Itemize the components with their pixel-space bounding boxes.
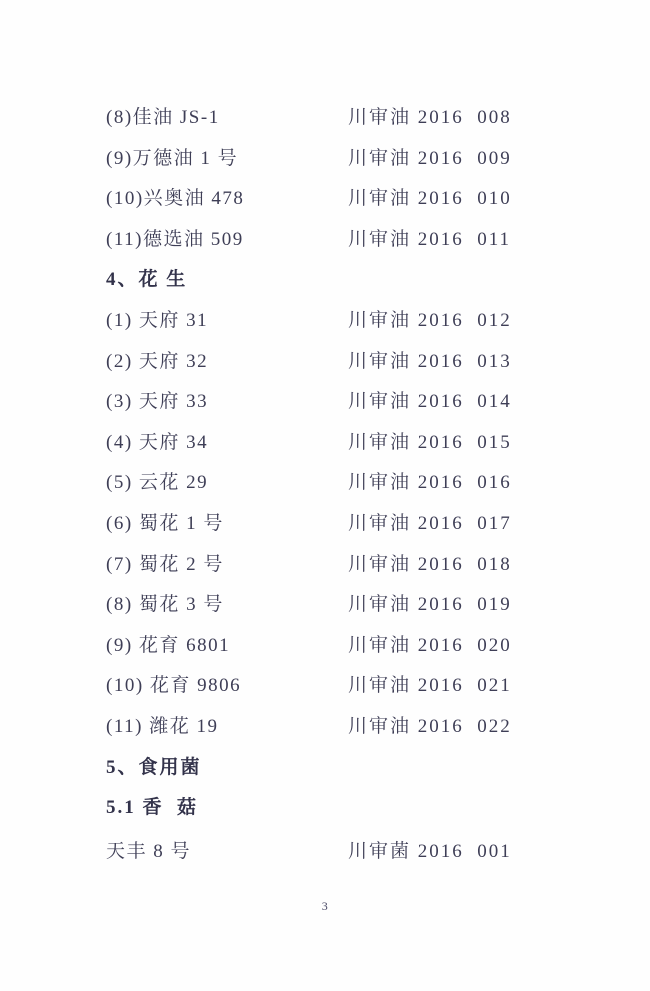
certification-code: 川审油 2016 010 — [348, 188, 512, 210]
list-item — [0, 512, 650, 553]
list-item — [0, 228, 650, 269]
certification-code: 川审油 2016 018 — [348, 553, 512, 575]
heading-label: 5.1 香 菇 — [106, 797, 199, 819]
variety-name: (2) 天府 32 — [106, 350, 209, 372]
variety-name: (1) 天府 31 — [106, 309, 209, 331]
list-item — [0, 350, 650, 391]
certification-code: 川审油 2016 013 — [348, 350, 512, 372]
list-item — [0, 840, 650, 881]
variety-name: (8) 蜀花 3 号 — [106, 594, 224, 616]
variety-name: (6) 蜀花 1 号 — [106, 512, 224, 534]
section-heading — [0, 268, 650, 309]
certification-code: 川审油 2016 016 — [348, 472, 512, 494]
list-item — [0, 147, 650, 188]
certification-code: 川审菌 2016 001 — [348, 840, 512, 862]
certification-code: 川审油 2016 014 — [348, 391, 512, 413]
variety-name: (9)万德油 1 号 — [106, 147, 239, 169]
variety-name: (11)德选油 509 — [106, 228, 244, 250]
variety-name: 天丰 8 号 — [106, 840, 192, 862]
variety-name: (9) 花育 6801 — [106, 634, 231, 656]
list-item — [0, 390, 650, 431]
variety-name: (11) 潍花 19 — [106, 715, 219, 737]
list-item — [0, 553, 650, 594]
heading-label: 4、花 生 — [106, 269, 188, 291]
certification-code: 川审油 2016 017 — [348, 512, 512, 534]
variety-name: (10) 花育 9806 — [106, 675, 242, 697]
page-number: 3 — [321, 899, 329, 913]
certification-code: 川审油 2016 019 — [348, 594, 512, 616]
certification-code: 川审油 2016 011 — [348, 228, 512, 250]
list-item — [0, 187, 650, 228]
list-item — [0, 471, 650, 512]
list-item — [0, 634, 650, 675]
heading-label: 5、食用菌 — [106, 756, 202, 778]
certification-code: 川审油 2016 009 — [348, 147, 512, 169]
certification-code: 川审油 2016 020 — [348, 634, 512, 656]
list-item — [0, 309, 650, 350]
list-item — [0, 674, 650, 715]
variety-name: (10)兴奥油 478 — [106, 188, 245, 210]
certification-code: 川审油 2016 015 — [348, 431, 512, 453]
section-heading — [0, 796, 650, 837]
variety-name: (4) 天府 34 — [106, 431, 209, 453]
variety-name: (3) 天府 33 — [106, 391, 209, 413]
certification-code: 川审油 2016 008 — [348, 107, 512, 128]
certification-code: 川审油 2016 021 — [348, 675, 512, 697]
list-item — [0, 431, 650, 472]
variety-name: (7) 蜀花 2 号 — [106, 553, 224, 575]
variety-list — [0, 106, 650, 880]
variety-name: (8)佳油 JS-1 — [106, 107, 220, 128]
list-item — [0, 106, 650, 147]
variety-name: (5) 云花 29 — [106, 472, 209, 494]
certification-code: 川审油 2016 022 — [348, 715, 512, 737]
list-item — [0, 715, 650, 756]
list-item — [0, 593, 650, 634]
certification-code: 川审油 2016 012 — [348, 309, 512, 331]
section-heading — [0, 756, 650, 797]
